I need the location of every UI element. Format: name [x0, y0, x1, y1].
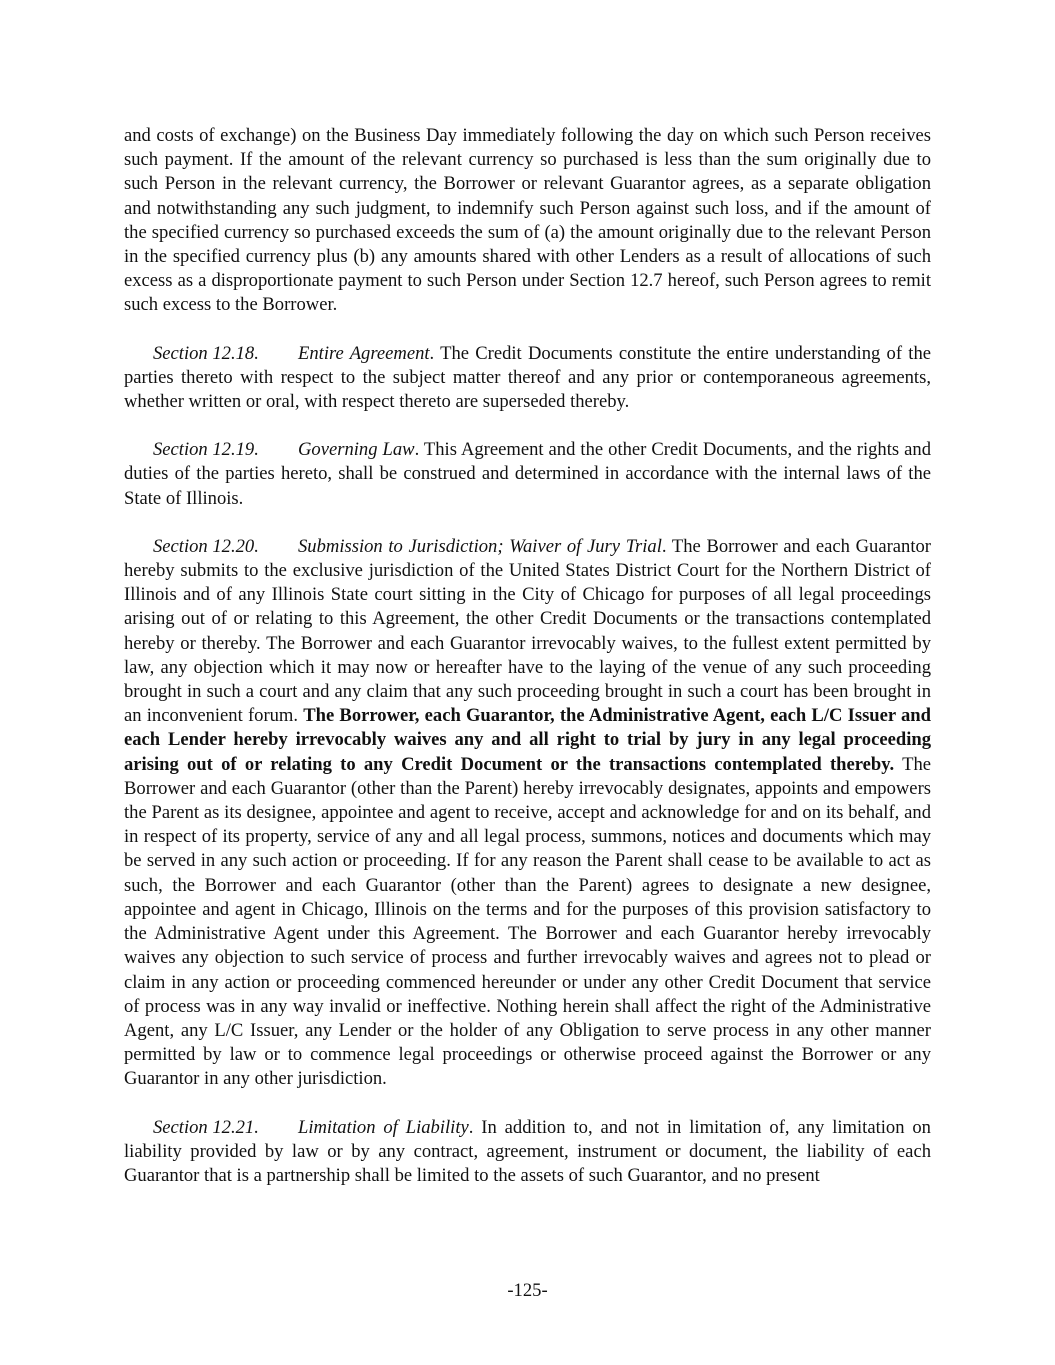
section-body: . The Borrower and each Guarantor hereby submits to the exclusive jurisdiction of the United States District Court for the Northern District of Illinois and of any Illinois State court sitting in the City of Chicago for purposes of all legal proceedings arising out of or relating to this Agreement, the other Credit Documents or the transactions contemplated hereby or thereby. The Borrower and each Guarantor irrevocably waives, to the fullest extent permitted by law, any objection which it may now or hereafter have to the laying of the venue of any such proceeding brought in such a court and any claim that any such proceeding brought in such a court has been brought in an inconvenient forum. — [124, 535, 931, 727]
section-12-19 — [124, 438, 931, 511]
section-12-21 — [124, 1116, 931, 1189]
section-title: Entire Agreement — [298, 342, 430, 364]
section-12-20 — [124, 535, 931, 1092]
continuation-paragraph: and costs of exchange) on the Business Day immediately following the day on which such Person receives such payment. If the amount of the relevant currency so purchased is less than the sum originally due to such Person in the relevant currency, the Borrower or relevant Guarantor agrees, as a separate obligation and notwithstanding any such judgment, to indemnify such Person against such loss, and if the amount of the specified currency so purchased exceeds the sum of (a) the amount originally due to the relevant Person in the specified currency plus (b) any amounts shared with other Lenders as a result of allocations of such excess as a disproportionate payment to such Person under Section 12.7 hereof, such Person agrees to remit such excess to the Borrower. — [124, 125, 931, 316]
section-body: . This Agreement and the other Credit Documents, and the rights and duties of the parties hereto, shall be construed and determined in accordance with the internal laws of the State of Illinois. — [124, 439, 931, 509]
section-title: Governing Law — [298, 439, 415, 461]
section-12-18 — [124, 342, 931, 415]
jury-waiver-bold-text: The Borrower, each Guarantor, the Administrative Agent, each L/C Issuer and each Lender hereby irrevocably waives any and all right to trial by jury in any legal proceeding arising out of or relating to any Credit Document or the transactions contemplated thereby. — [124, 705, 931, 775]
section-number: Section 12.19. — [153, 439, 259, 461]
section-body: . The Credit Documents constitute the entire understanding of the parties thereto with respect to the subject matter thereof and any prior or contemporaneous agreements, whether written or oral, with respect thereto are superseded thereby. — [124, 342, 931, 413]
section-number: Section 12.18. — [153, 342, 259, 364]
section-body-continued: The Borrower and each Guarantor (other than the Parent) hereby irrevocably designates, appoints and empowers the Parent as its designee, appointee and agent to receive, accept and acknowledge for and on its behalf, and in respect of its property, service of any and all legal process, summons, notices and documents which may be served in any such action or proceeding. If for any reason the Parent shall cease to be available to act as such, the Borrower and each Guarantor (other than the Parent) agrees to designate a new designee, appointee and agent in Chicago, Illinois on the terms and for the purposes of this provision satisfactory to the Administrative Agent under this Agreement. The Borrower and each Guarantor hereby irrevocably waives any objection to such service of process and further irrevocably waives and agrees not to plead or claim in any action or proceeding commenced hereunder or under any other Credit Document that service of process was in any way invalid or ineffective. Nothing herein shall affect the right of the Administrative Agent, any L/C Issuer, any Lender or the holder of any Obligation to serve process in any other manner permitted by law or to commence legal proceedings or otherwise proceed against the Borrower or any Guarantor in any other jurisdiction. — [124, 753, 931, 1090]
section-title: Submission to Jurisdiction; Waiver of Jury Trial — [298, 535, 662, 557]
document-page — [124, 124, 931, 1188]
section-number: Section 12.20. — [153, 535, 259, 557]
section-title: Limitation of Liability — [298, 1116, 469, 1138]
section-body: . In addition to, and not in limitation of, any limitation on liability provided by law or by any contract, agreement, instrument or document, the liability of each Guarantor that is a partnership shall be limited to the assets of such Guarantor, and no present — [124, 1116, 931, 1186]
page-number: -125- — [507, 1280, 548, 1301]
section-number: Section 12.21. — [153, 1116, 259, 1138]
